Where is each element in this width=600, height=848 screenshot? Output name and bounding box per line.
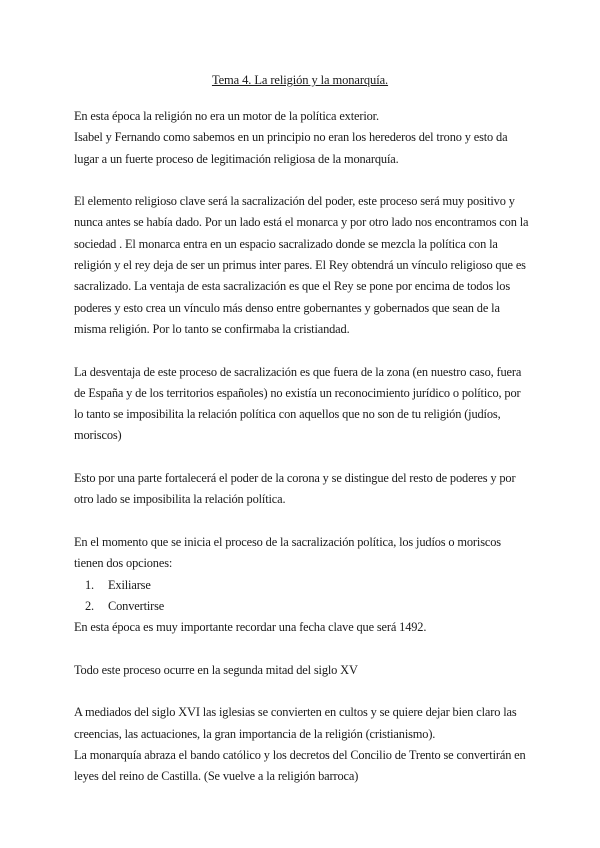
paragraph-desventaja: La desventaja de este proceso de sacralización es que fuera de la zona (en nuestro caso, fuera de España y de los territorios españoles) no existía un reconocimiento jurídico o político, por lo tanto se imposibilita la relación política con aquellos que no son de tu religión (judíos, moriscos)	[74, 364, 522, 443]
options-list	[74, 575, 530, 618]
list-text: Exiliarse	[108, 577, 151, 592]
paragraph-trento: La monarquía abraza el bando católico y los decretos del Concilio de Trento se convertirán en leyes del reino de Castilla. (Se vuelve a la religión barroca)	[74, 747, 526, 784]
paragraph-sacralizacion: El elemento religioso clave será la sacralización del poder, este proceso será muy positivo y nunca antes se había dado. Por un lado está el monarca y por otro lado nos encontramos con la sociedad . El monarca entra en un espacio sacralizado donde se mezcla la política con la religión y el rey deja de ser un primus inter pares. El Rey obtendrá un vínculo religioso que es sacralizado. La ventaja de esta sacralización es que el Rey se pone por encima de todos los poderes y esto crea un vínculo más denso entre gobernantes y gobernados que sean de la misma religión. Por lo tanto se confirmaba la cristiandad.	[74, 194, 529, 336]
list-item	[74, 596, 530, 617]
paragraph-1492: En esta época es muy importante recordar una fecha clave que será 1492.	[74, 620, 427, 635]
document-title: Tema 4. La religión y la monarquía.	[211, 73, 389, 87]
paragraph-intro-1: En esta época la religión no era un motor de la política exterior.	[74, 109, 379, 123]
list-item	[74, 575, 530, 596]
paragraph-intro-2: Isabel y Fernando como sabemos en un principio no eran los herederos del trono y esto da lugar a un fuerte proceso de legitimación religiosa de la monarquía.	[74, 130, 508, 166]
paragraph-siglo-xvi: A mediados del siglo XVI las iglesias se convierten en cultos y se quiere dejar bien claro las creencias, las actuaciones, la gran importancia de la religión (cristianismo).	[74, 705, 517, 741]
list-text: Convertirse	[108, 598, 165, 613]
paragraph-corona: Esto por una parte fortalecerá el poder de la corona y se distingue del resto de poderes y por otro lado se imposibilita la relación política.	[74, 471, 516, 507]
document-body	[74, 106, 530, 788]
paragraph-siglo-xv: Todo este proceso ocurre en la segunda mitad del siglo XV	[74, 662, 358, 677]
list-number: 2.	[85, 598, 94, 613]
list-number: 1.	[85, 577, 94, 592]
paragraph-opciones: En el momento que se inicia el proceso de la sacralización política, los judíos o moriscos tienen dos opciones:	[74, 534, 501, 571]
